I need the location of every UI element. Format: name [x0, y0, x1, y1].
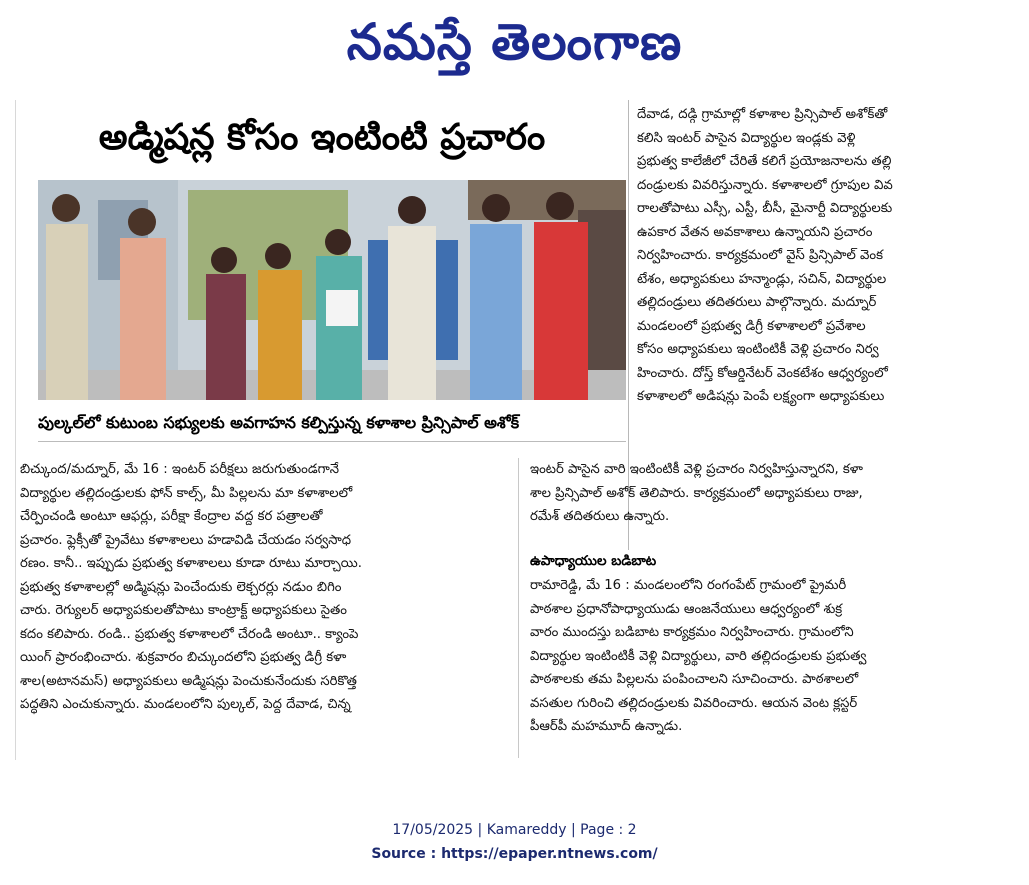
- text-line: విద్యార్థుల ఇంటింటికీ వెళ్లి విద్యార్థులు, వారి తల్లిదండ్రులకు ప్రభుత్వ: [530, 648, 867, 664]
- text-line: రాలతోపాటు ఎస్సీ, ఎస్టీ, బీసీ, మైనార్టీ విద్యార్థులకు: [637, 201, 893, 216]
- text-line: కదం కలిపారు. రండి.. ప్రభుత్వ కళాశాలలో చేరండి అంటూ.. క్యాంపె: [20, 626, 359, 642]
- article-left-column: [20, 458, 506, 717]
- masthead-title: నమస్తే తెలంగాణ: [346, 13, 683, 71]
- text-line: బిచ్కుంద/మద్నూర్, మే 16 : ఇంటర్ పరీక్షలు జరుగుతుండగానే: [20, 462, 339, 477]
- text-line: యింగ్ ప్రారంభించారు. శుక్రవారం బిచ్కుందలోని ప్రభుత్వ డిగ్రీ కళా: [20, 650, 347, 665]
- text-line: వారం ముందస్తు బడిబాట కార్యక్రమం నిర్వహించారు. గ్రామంలోని: [530, 625, 854, 640]
- second-article-body: [530, 574, 1022, 739]
- left-margin-rule: [15, 100, 16, 760]
- text-line: ఉపకార వేతన అవకాశాలు ఉన్నాయని ప్రచారం: [637, 224, 873, 240]
- text-line: దేవాడ, దడ్గి గ్రామాల్లో కళాశాల ప్రిన్సిపాల్ అశోక్‌తో: [637, 107, 888, 122]
- text-line: టేశం, అధ్యాపకులు హన్మాండ్లు, సచిన్, విద్యార్థుల: [637, 271, 887, 287]
- text-line: ప్రభుత్వ కళాశాలల్లో అడ్మిషన్లు పెంచేందుకు లెక్చరర్లు నడుం బిగిం: [20, 579, 342, 595]
- text-line: కోసం అధ్యాపకులు ఇంటింటికీ వెళ్లి ప్రచారం నిర్వ: [637, 342, 879, 357]
- text-line: కళాశాలలో అడిషన్లు పెంపే లక్ష్యంగా అధ్యాపకులు: [637, 389, 885, 404]
- second-article-subhead: ఉపాధ్యాయుల బడిబాట: [530, 553, 657, 569]
- text-line: చేర్పించండి అంటూ ఆఫర్లు, పరీక్షా కేంద్రాల వద్ద కర పత్రాలతో: [20, 509, 323, 524]
- text-line: శాల ప్రిన్సిపాల్ అశోక్ తెలిపారు. కార్యక్రమంలో అధ్యాపకులు రాజు,: [530, 485, 863, 501]
- text-line: ప్రచారం. ఫ్లెక్సీతో ప్రైవేటు కళాశాలలు హడావిడి చేయడం సర్వసాధ: [20, 532, 352, 548]
- text-line: పీఆర్‌పీ మహమూద్ ఉన్నాడు.: [530, 719, 683, 734]
- text-line: శాల(అటానమస్) అధ్యాపకులు అడ్మిషన్లు పెంచుకునేందుకు సరికొత్త: [20, 673, 357, 689]
- article-right-column-top: [637, 103, 1022, 409]
- text-line: విద్యార్థుల తల్లిదండ్రులకు ఫోన్ కాల్స్, మీ పిల్లలను మా కళాశాలలో: [20, 485, 353, 501]
- text-line: రణం. కానీ.. ఇప్పుడు ప్రభుత్వ కళాశాలలు కూడా రూటు మార్చాయి.: [20, 556, 362, 571]
- text-line: ఇంటర్ పాసైన వారి ఇంటింటికీ వెళ్లి ప్రచారం నిర్వహిస్తున్నారని, కళా: [530, 462, 863, 477]
- text-line: చారు. రెగ్యులర్ అధ్యాపకులతోపాటు కాంట్రాక్ట్ అధ్యాపకులు సైతం: [20, 603, 347, 618]
- text-line: పద్ధతిని ఎంచుకున్నారు. మండలంలోని పుల్కల్, పెద్ద దేవాడ, చిన్న: [20, 697, 351, 712]
- column-divider-lower: [518, 458, 519, 758]
- article-photo: [38, 180, 626, 400]
- footer-source: Source : https://epaper.ntnews.com/: [371, 846, 658, 862]
- footer-date-edition: 17/05/2025 | Kamareddy | Page : 2: [392, 822, 637, 838]
- text-line: మండలంలో ప్రభుత్వ డిగ్రీ కళాశాలలో ప్రవేశాల: [637, 318, 866, 334]
- text-line: కలిసి ఇంటర్ పాసైన విద్యార్థుల ఇండ్లకు వెళ్లి: [637, 130, 856, 146]
- text-line: వసతుల గురించి తల్లిదండ్రులకు వివరించారు. ఆయన వెంట క్లస్టర్: [530, 695, 858, 711]
- text-line: తల్లిదండ్రులు తదితరులు పాల్గొన్నారు. మద్నూర్: [637, 295, 877, 310]
- text-line: రమేశ్ తదితరులు ఉన్నారు.: [530, 509, 670, 524]
- text-line: పాఠశాలకు తమ పిల్లలను పంపించాలని సూచించారు. పాఠశాలలో: [530, 672, 859, 687]
- text-line: పాఠశాల ప్రధానోపాధ్యాయుడు ఆంజనేయులు ఆధ్వర్యంలో శుక్ర: [530, 601, 843, 617]
- text-line: హించారు. దోస్త్ కోఆర్డినేటర్ వెంకటేశం ఆధ్వర్యంలో: [637, 365, 888, 381]
- photo-caption: పుల్కల్‌లో కుటుంబ సభ్యులకు అవగాహన కల్పిస్తున్న కళాశాల ప్రిన్సిపాల్ అశోక్: [38, 405, 626, 442]
- text-line: నిర్వహించారు. కార్యక్రమంలో వైస్ ప్రిన్సిపాల్ వెంక: [637, 248, 884, 263]
- text-line: రామారెడ్డి, మే 16 : మండలంలోని రంగంపేట్ గ్రామంలో ప్రైమరీ: [530, 578, 847, 593]
- article-right-column-continued: [530, 458, 1022, 529]
- text-line: ప్రభుత్వ కాలేజీలో చేరితే కలిగే ప్రయోజనాలను తల్లి: [637, 154, 892, 169]
- article-headline: అడ్మిషన్ల కోసం ఇంటింటి ప్రచారం: [98, 117, 546, 158]
- text-line: దండ్రులకు వివరిస్తున్నారు. కళాశాలలో గ్రూపుల వివ: [637, 177, 893, 193]
